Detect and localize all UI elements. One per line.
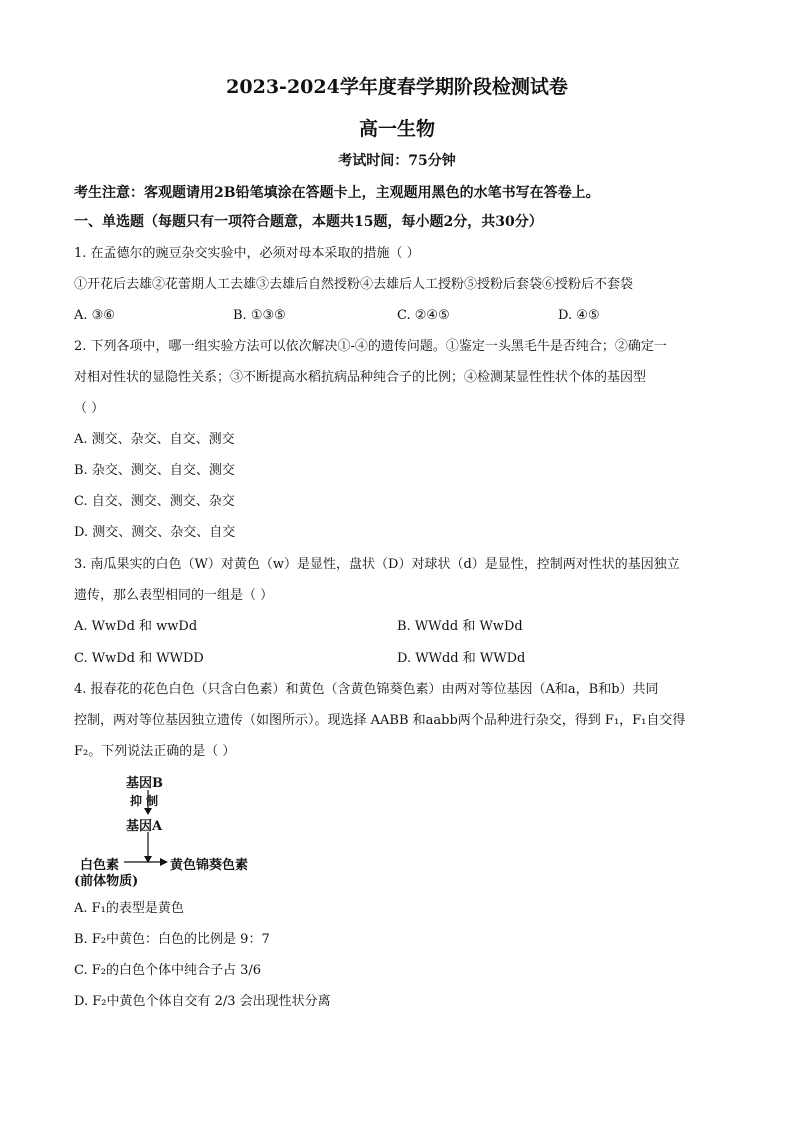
q2-stem-line2: 对相对性状的显隐性关系；③不断提高水稻抗病品种纯合子的比例；④检测某显性性状个体的基因型	[74, 370, 647, 385]
gene-b-label: 基因B	[126, 776, 163, 791]
q1-option-a: A. ③⑥	[74, 308, 115, 323]
exam-notice: 考生注意：客观题请用2B铅笔填涂在答题卡上，主观题用黑色的水笔书写在答卷上。	[74, 185, 600, 201]
inhibit-arrowhead	[144, 808, 152, 815]
gene-pathway-diagram	[74, 768, 294, 888]
q1-option-c: C. ②④⑤	[397, 308, 450, 323]
q3-option-a: A. WwDd 和 wwDd	[74, 619, 198, 634]
q3-option-c: C. WwDd 和 WWDD	[74, 651, 204, 666]
q2-option-a: A. 测交、杂交、自交、测交	[74, 432, 235, 447]
q1-stem: 1. 在孟德尔的豌豆杂交实验中，必须对母本采取的措施（ ）	[74, 246, 420, 261]
white-pigment-label: 白色素	[80, 858, 120, 873]
precursor-label: (前体物质)	[74, 874, 139, 889]
yellow-pigment-label: 黄色锦葵色素	[170, 858, 249, 873]
q4-option-b: B. F₂中黄色：白色的比例是 9：7	[74, 932, 270, 947]
q1-option-d: D. ④⑤	[558, 308, 600, 323]
exam-time: 考试时间：75分钟	[338, 153, 456, 169]
q4-option-a: A. F₁的表型是黄色	[74, 901, 184, 916]
q4-option-d: D. F₂中黄色个体自交有 2/3 会出现性状分离	[74, 994, 331, 1009]
q3-option-d: D. WWdd 和 WWDd	[397, 651, 526, 666]
conversion-arrowhead	[160, 858, 168, 866]
q1-items: ①开花后去雄②花蕾期人工去雄③去雄后自然授粉④去雄后人工授粉⑤授粉后套袋⑥授粉后不套袋	[74, 277, 634, 292]
q2-option-b: B. 杂交、测交、自交、测交	[74, 463, 235, 478]
q2-stem-line3: （ ）	[74, 401, 105, 416]
q3-stem-line1: 3. 南瓜果实的白色（W）对黄色（w）是显性，盘状（D）对球状（d）是显性，控制两对性状的基因独立	[74, 557, 680, 572]
q3-option-b: B. WWdd 和 WwDd	[397, 619, 523, 634]
q3-stem-line2: 遗传，那么表型相同的一组是（ ）	[74, 588, 274, 603]
q2-option-d: D. 测交、测交、杂交、自交	[74, 525, 236, 540]
q2-stem-line1: 2. 下列各项中，哪一组实验方法可以依次解决①-④的遗传问题。①鉴定一头黑毛牛是否纯合；②确定一	[74, 339, 667, 354]
q4-stem-line2: 控制，两对等位基因独立遗传（如图所示）。现选择 AABB 和aabb两个品种进行杂交，得到 F₁，F₁自交得	[74, 713, 686, 728]
exam-title: 2023-2024学年度春学期阶段检测试卷	[226, 76, 568, 98]
subject-title: 高一生物	[358, 118, 435, 140]
q4-stem-line3: F₂。下列说法正确的是（ ）	[74, 744, 236, 759]
inhibit-label: 抑 制	[130, 794, 159, 808]
q2-option-c: C. 自交、测交、测交、杂交	[74, 494, 235, 509]
q4-stem-line1: 4. 报春花的花色白色（只含白色素）和黄色（含黄色锦葵色素）由两对等位基因（A和a，B和b）共同	[74, 682, 659, 697]
section-heading: 一、单选题（每题只有一项符合题意，本题共15题，每小题2分，共30分）	[74, 214, 543, 230]
q1-option-b: B. ①③⑤	[233, 308, 286, 323]
q4-option-c: C. F₂的白色个体中纯合子占 3/6	[74, 963, 262, 978]
gene-a-label: 基因A	[126, 819, 163, 834]
